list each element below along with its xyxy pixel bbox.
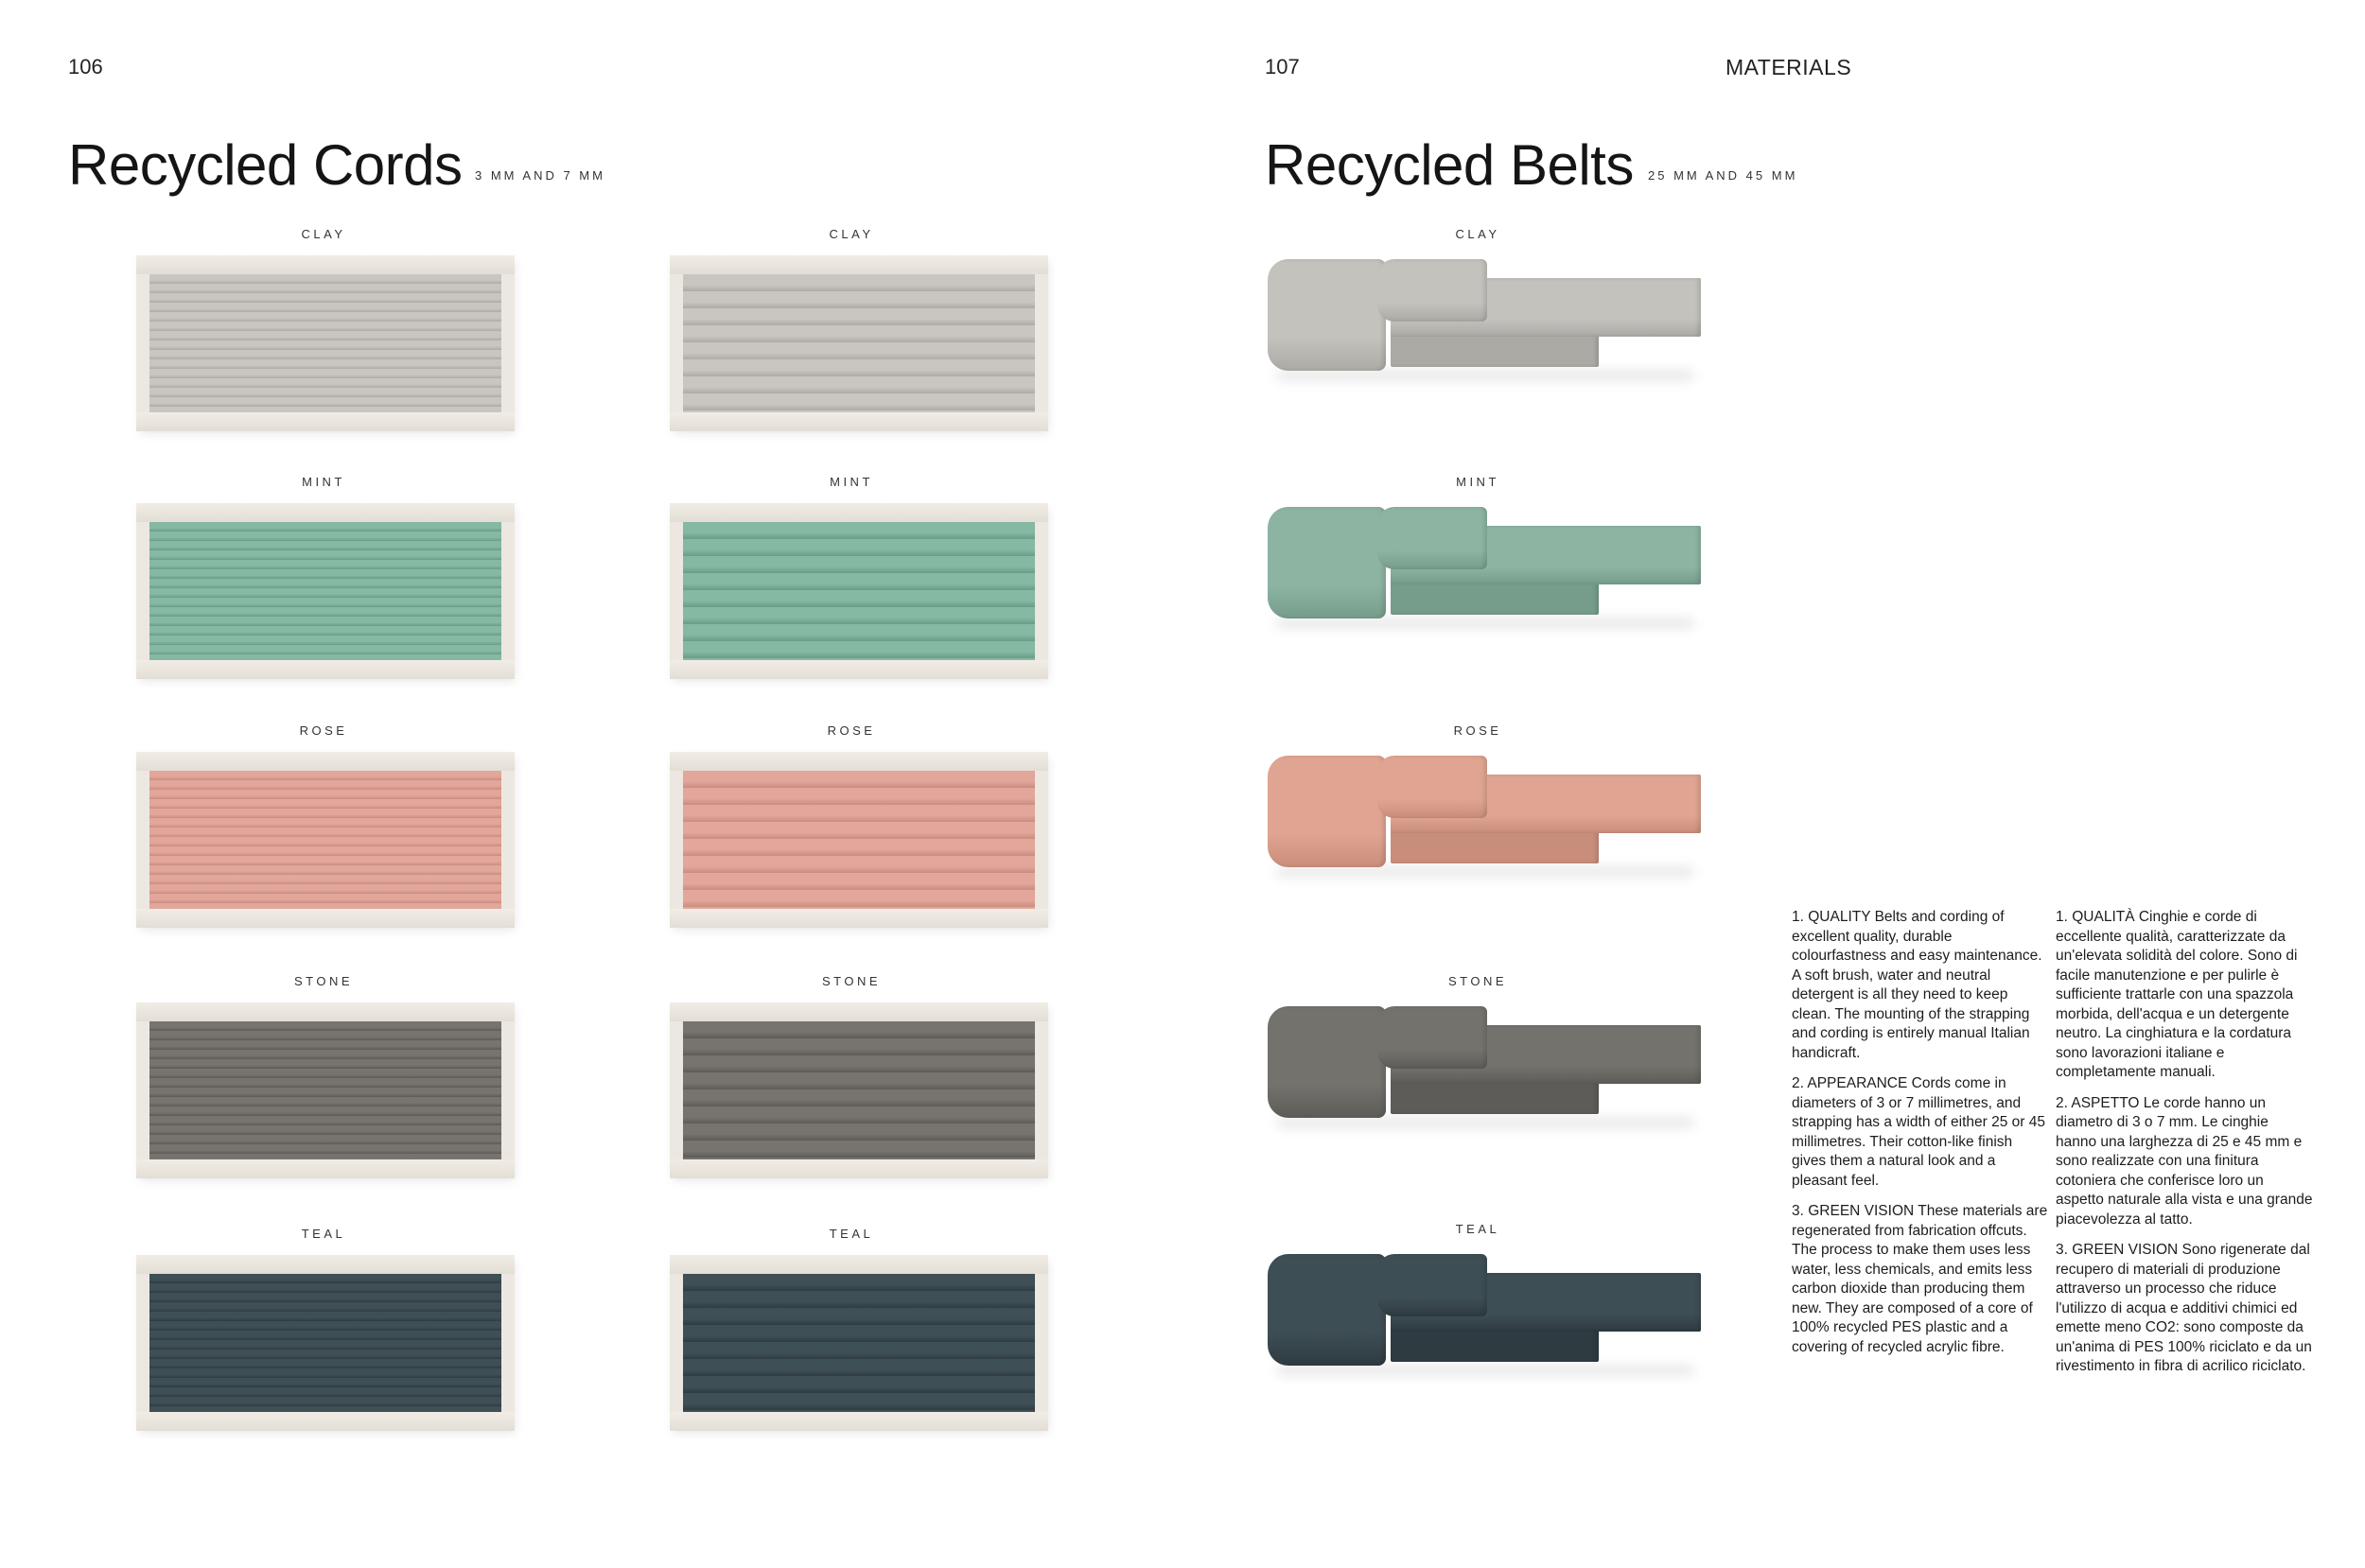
right-page-subtitle: 25 MM AND 45 MM [1648,168,1798,183]
cord-swatch-label: TEAL [829,1227,874,1241]
english-text-column [1792,908,2049,1368]
cord-card-thin-rose [136,752,515,928]
right-page-number: 107 [1265,55,1300,78]
belt-roll-teal [1268,1254,1703,1382]
left-page-title: Recycled Cords [68,133,463,197]
belt-roll-rose [1268,756,1703,883]
cord-swatch-label: MINT [830,475,873,489]
left-page-subtitle: 3 MM AND 7 MM [475,168,605,183]
belt-swatch-label: CLAY [1455,227,1500,241]
italian-paragraph-appearance: 2. ASPETTO Le corde hanno un diametro di 3 o 7 mm. Le cinghie hanno una larghezza di 25 e 45 mm e sono realizzate con una finitura cotoniera che conferisce loro un aspetto naturale alla vista e una grande piacevolezza al tatto. [2056,1094,2313,1228]
right-page-title: Recycled Belts [1265,133,1634,197]
cord-swatch-label: ROSE [299,723,348,738]
english-paragraph-appearance: 2. APPEARANCE Cords come in diameters of 3 or 7 millimetres, and strapping has a width of either 25 or 45 millimetres. Their cotton-like finish gives them a natural look and a pleasant feel. [1792,1075,2045,1189]
english-paragraph-quality: 1. QUALITY Belts and cording of excellent quality, durable colourfastness and easy maintenance. A soft brush, water and neutral detergent is all they need to keep clean. The mounting of the strapping and cording is entirely manual Italian handicraft. [1792,909,2042,1061]
belt-swatch-label: STONE [1447,974,1508,988]
cord-card-thin-clay [136,255,515,431]
belt-swatch-label: ROSE [1453,723,1502,738]
cord-card-thick-mint [670,503,1048,679]
belt-roll-stone [1268,1006,1703,1134]
cord-card-thin-mint [136,503,515,679]
belt-swatch-label: TEAL [1455,1222,1500,1236]
cord-swatch-label: STONE [293,974,354,988]
cord-card-thick-teal [670,1255,1048,1431]
italian-paragraph-quality: 1. QUALITÀ Cinghie e corde di eccellente qualità, caratterizzate da un'elevata solidità del colore. Sono di facile manutenzione e per pulirle è sufficiente trattarle con una spazzola morbida, dell'acqua e un detergente neutro. La cinghiatura e la cordatura sono lavorazioni italiane e completamente manuali. [2056,909,2298,1080]
cord-card-thick-rose [670,752,1048,928]
belt-swatch-label: MINT [1456,475,1499,489]
cord-swatch-label: TEAL [301,1227,346,1241]
left-page-number: 106 [68,55,103,78]
cord-card-thick-clay [670,255,1048,431]
cord-swatch-label: STONE [821,974,882,988]
cord-card-thin-stone [136,1002,515,1178]
belt-roll-clay [1268,259,1703,387]
cord-swatch-label: ROSE [827,723,876,738]
italian-text-column [2056,908,2313,1388]
cord-card-thin-teal [136,1255,515,1431]
belt-roll-mint [1268,507,1703,635]
cord-card-thick-stone [670,1002,1048,1178]
cord-swatch-label: CLAY [301,227,346,241]
section-heading: MATERIALS [1726,55,1852,79]
cord-swatch-label: MINT [302,475,345,489]
italian-paragraph-green-vision: 3. GREEN VISION Sono rigenerate dal recupero di materiali di produzione attraverso un processo che riduce l'utilizzo di acqua e additivi chimici ed emette meno CO2: sono composte da un'anima di PES 100% riciclato e da un rivestimento in fibra di acrilico riciclato. [2056,1242,2312,1374]
cord-swatch-label: CLAY [829,227,874,241]
english-paragraph-green-vision: 3. GREEN VISION These materials are regenerated from fabrication offcuts. The process to make them uses less water, less chemicals, and emits less carbon dioxide than producing them new. They are composed of a core of 100% recycled PES plastic and a covering of recycled acrylic fibre. [1792,1203,2048,1355]
